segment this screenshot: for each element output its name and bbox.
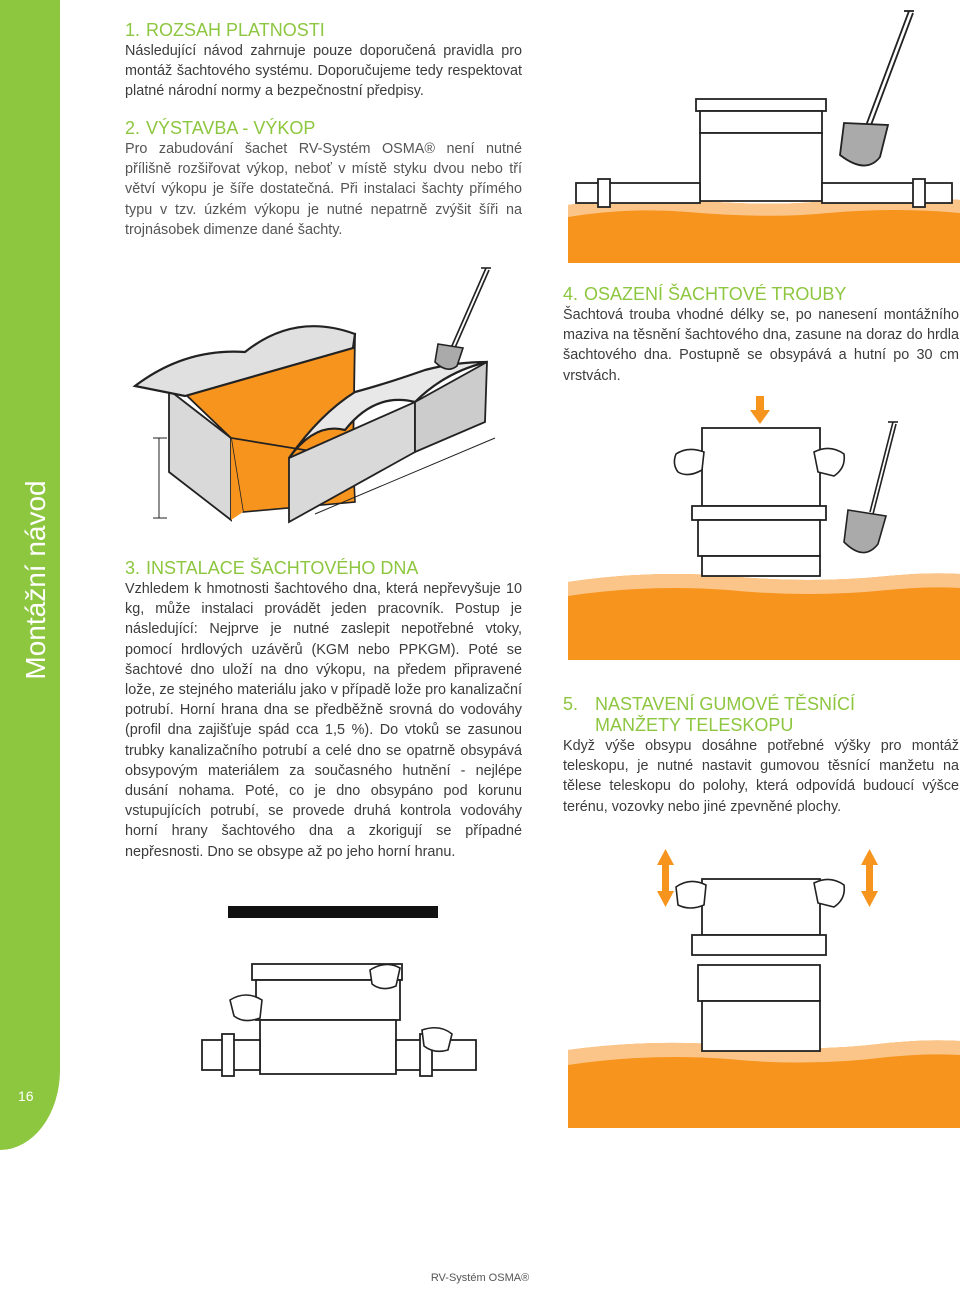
section-1-heading: 1. ROZSAH PLATNOSTI [125, 20, 325, 40]
section-3 [125, 558, 522, 862]
section-4-body: Šachtová trouba vhodné délky se, po nanesení montážního maziva na těsnění šachtového dna, zasune na doraz do hrdla šachtového dna. Postupně se obsypává a hutní po 30 cm vrstvách. [563, 307, 959, 384]
shovel-icon [840, 11, 914, 166]
section-1-body: Následující návod zahrnuje pouze doporučená pravidla pro montáž šachtového systému. Doporučujeme tedy respektovat platné národní normy a bezpečnostní předpisy. [125, 43, 522, 100]
shaft-base [576, 99, 952, 207]
arrow-down-icon [750, 396, 770, 424]
spirit-level-icon [228, 906, 438, 918]
shovel-icon [844, 422, 898, 553]
trench-illustration [125, 262, 525, 524]
section-2-body: Pro zabudování šachet RV-Systém OSMA® není nutné přílišně rozšiřovat výkop, neboť v místě styku dvou nebo tří větví výkopu je šíře dostatečná. Při instalaci šachty přímého typu v tzv. úzkém výkopu je nutné nepatrně zvýšit šíři na trojnásobek dimenze dané šachty. [125, 141, 522, 238]
section-3-heading: 3. INSTALACE ŠACHTOVÉHO DNA [125, 558, 419, 578]
side-title: Montážní návod [20, 480, 51, 680]
section-4-heading: 4. OSAZENÍ ŠACHTOVÉ TROUBY [563, 284, 847, 304]
footer: RV-Systém OSMA® [430, 1272, 530, 1284]
section-5-body: Když výše obsypu dosáhne potřebné výšky pro montáž teleskopu, je nutné nastavit gumovou těsnící manžetu na tělese teleskopu do polohy, která odpovídá budoucí výšce terénu, vozovky nebo jiné zpevněné plochy. [563, 738, 959, 815]
section-1 [125, 20, 522, 102]
excavation-illustration [568, 5, 960, 263]
side-tab [0, 0, 60, 1150]
telescope-illustration [568, 845, 960, 1128]
section-4 [563, 284, 959, 386]
section-5-heading: 5. NASTAVENÍ GUMOVÉ TĚSNÍCÍ MANŽETY TELESKOPU [563, 694, 856, 735]
section-5 [563, 694, 959, 817]
section-2-heading: 2. VÝSTAVBA - VÝKOP [125, 118, 316, 138]
section-2 [125, 118, 522, 240]
base-install-illustration [190, 900, 490, 1135]
shovel-icon [435, 268, 491, 369]
page-number: 16 [18, 1088, 34, 1104]
shaft-pipe-illustration [568, 392, 960, 660]
section-3-body: Vzhledem k hmotnosti šachtového dna, která nepřevyšuje 10 kg, může instalaci provádět jeden pracovník. Postup je následující: Nejprve je nutné zaslepit nepotřebné vtoky, pomocí hrdlových uzávěrů (KGM nebo PPKGM). Poté se šachtové dno uloží na dno výkopu, na předem připravené lože, ze stejného materiálu jako v případě lože pro kanalizační potrubí. Horní hrana dna se předběžně srovná do vodováhy (profil dna zajišťuje spád cca 1,5 %). Do vtoků se zasunou trubky kanalizačního potrubí a celé dno se opatrně obsypává obsypovým materiálem za současného hutnění - nejlépe dusání nohama. Poté, co je dno obsypáno pod korunu vstupujících potrubí, se provede druhá kontrola vodováhy horní hrany šachtového dna a zkorigují se případné nepřesnosti. Dno se obsype až po jeho horní hranu. [125, 581, 522, 860]
